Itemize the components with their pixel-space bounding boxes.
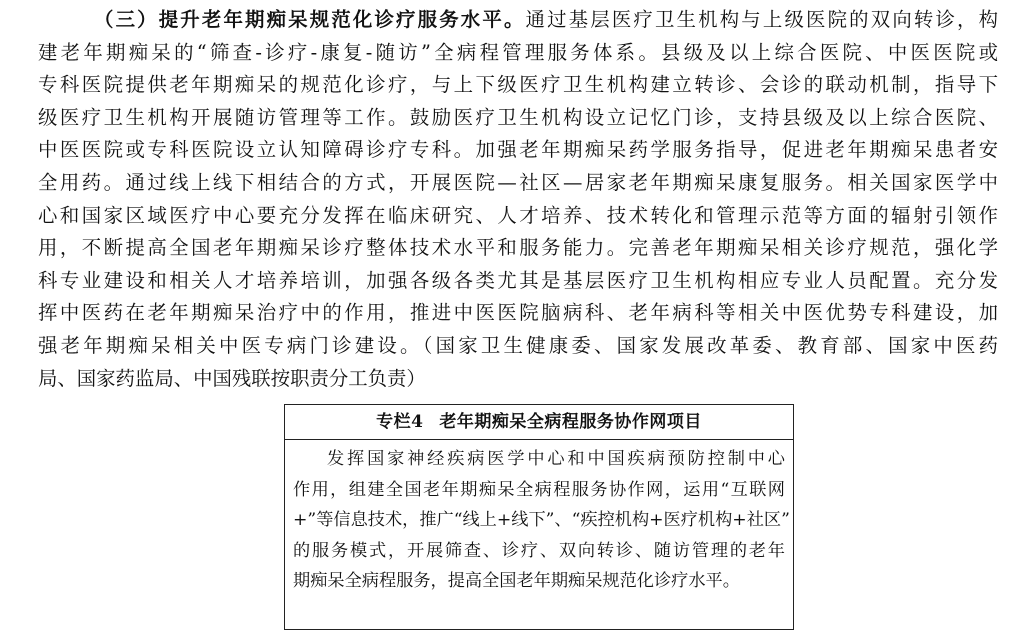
paragraph-line: 中医医院或专科医院设立认知障碍诊疗专科。加强老年期痴呆药学服务指导，促进老年期痴呆患者安 bbox=[38, 138, 998, 162]
paragraph-line: 专科医院提供老年期痴呆的规范化诊疗，与上下级医疗卫生机构建立转诊、会诊的联动机制，指导下 bbox=[38, 73, 998, 97]
paragraph-line: 科专业建设和相关人才培养培训，加强各级各类尤其是基层医疗卫生机构相应专业人员配置。充分发 bbox=[38, 268, 998, 292]
feature-box-label: 专栏4 bbox=[376, 412, 424, 432]
feature-box bbox=[284, 404, 794, 630]
feature-box-body bbox=[285, 440, 793, 597]
paragraph-line bbox=[38, 4, 998, 37]
paragraph-line: 强老年期痴呆相关中医专病门诊建设。（国家卫生健康委、国家发展改革委、教育部、国家中医药 bbox=[38, 333, 998, 357]
section-heading: （三）提升老年期痴呆规范化诊疗服务水平。 bbox=[94, 8, 526, 31]
paragraph-line: 全用药。通过线上线下相结合的方式，开展医院—社区—居家老年期痴呆康复服务。相关国家医学中 bbox=[38, 170, 998, 194]
feature-box-line: 发挥国家神经疾病医学中心和中国疾病预防控制中心 bbox=[327, 449, 785, 469]
paragraph-line: 建老年期痴呆的“筛查-诊疗-康复-随访”全病程管理服务体系。县级及以上综合医院、中医医院或 bbox=[38, 40, 998, 64]
paragraph-line-text: 通过基层医疗卫生机构与上级医院的双向转诊，构 bbox=[525, 8, 999, 31]
section-paragraph bbox=[38, 4, 998, 395]
feature-box-title bbox=[285, 405, 793, 440]
paragraph-line: 级医疗卫生机构开展随访管理等工作。鼓励医疗卫生机构设立记忆门诊，支持县级及以上综合医院、 bbox=[38, 105, 998, 129]
feature-box-title-text: 老年期痴呆全病程服务协作网项目 bbox=[439, 412, 702, 432]
paragraph-line: 心和国家区域医疗中心要充分发挥在临床研究、人才培养、技术转化和管理示范等方面的辐射引领作 bbox=[38, 203, 998, 227]
paragraph-line: 挥中医药在老年期痴呆治疗中的作用，推进中医医院脑病科、老年病科等相关中医优势专科建设，加 bbox=[38, 301, 998, 325]
feature-box-line: +”等信息技术，推广“线上+线下”、“疾控机构+医疗机构+社区” bbox=[293, 510, 790, 531]
feature-box-line: 作用，组建全国老年期痴呆全病程服务协作网，运用“互联网 bbox=[293, 479, 785, 500]
feature-box-line: 期痴呆全病程服务，提高全国老年期痴呆规范化诊疗水平。 bbox=[293, 571, 740, 592]
feature-box-line: 的服务模式，开展筛查、诊疗、双向转诊、随访管理的老年 bbox=[293, 540, 785, 561]
paragraph-line: 局、国家药监局、中国残联按职责分工负责） bbox=[38, 366, 426, 390]
paragraph-line: 用，不断提高全国老年期痴呆诊疗整体技术水平和服务能力。完善老年期痴呆相关诊疗规范，强化学 bbox=[38, 236, 998, 260]
